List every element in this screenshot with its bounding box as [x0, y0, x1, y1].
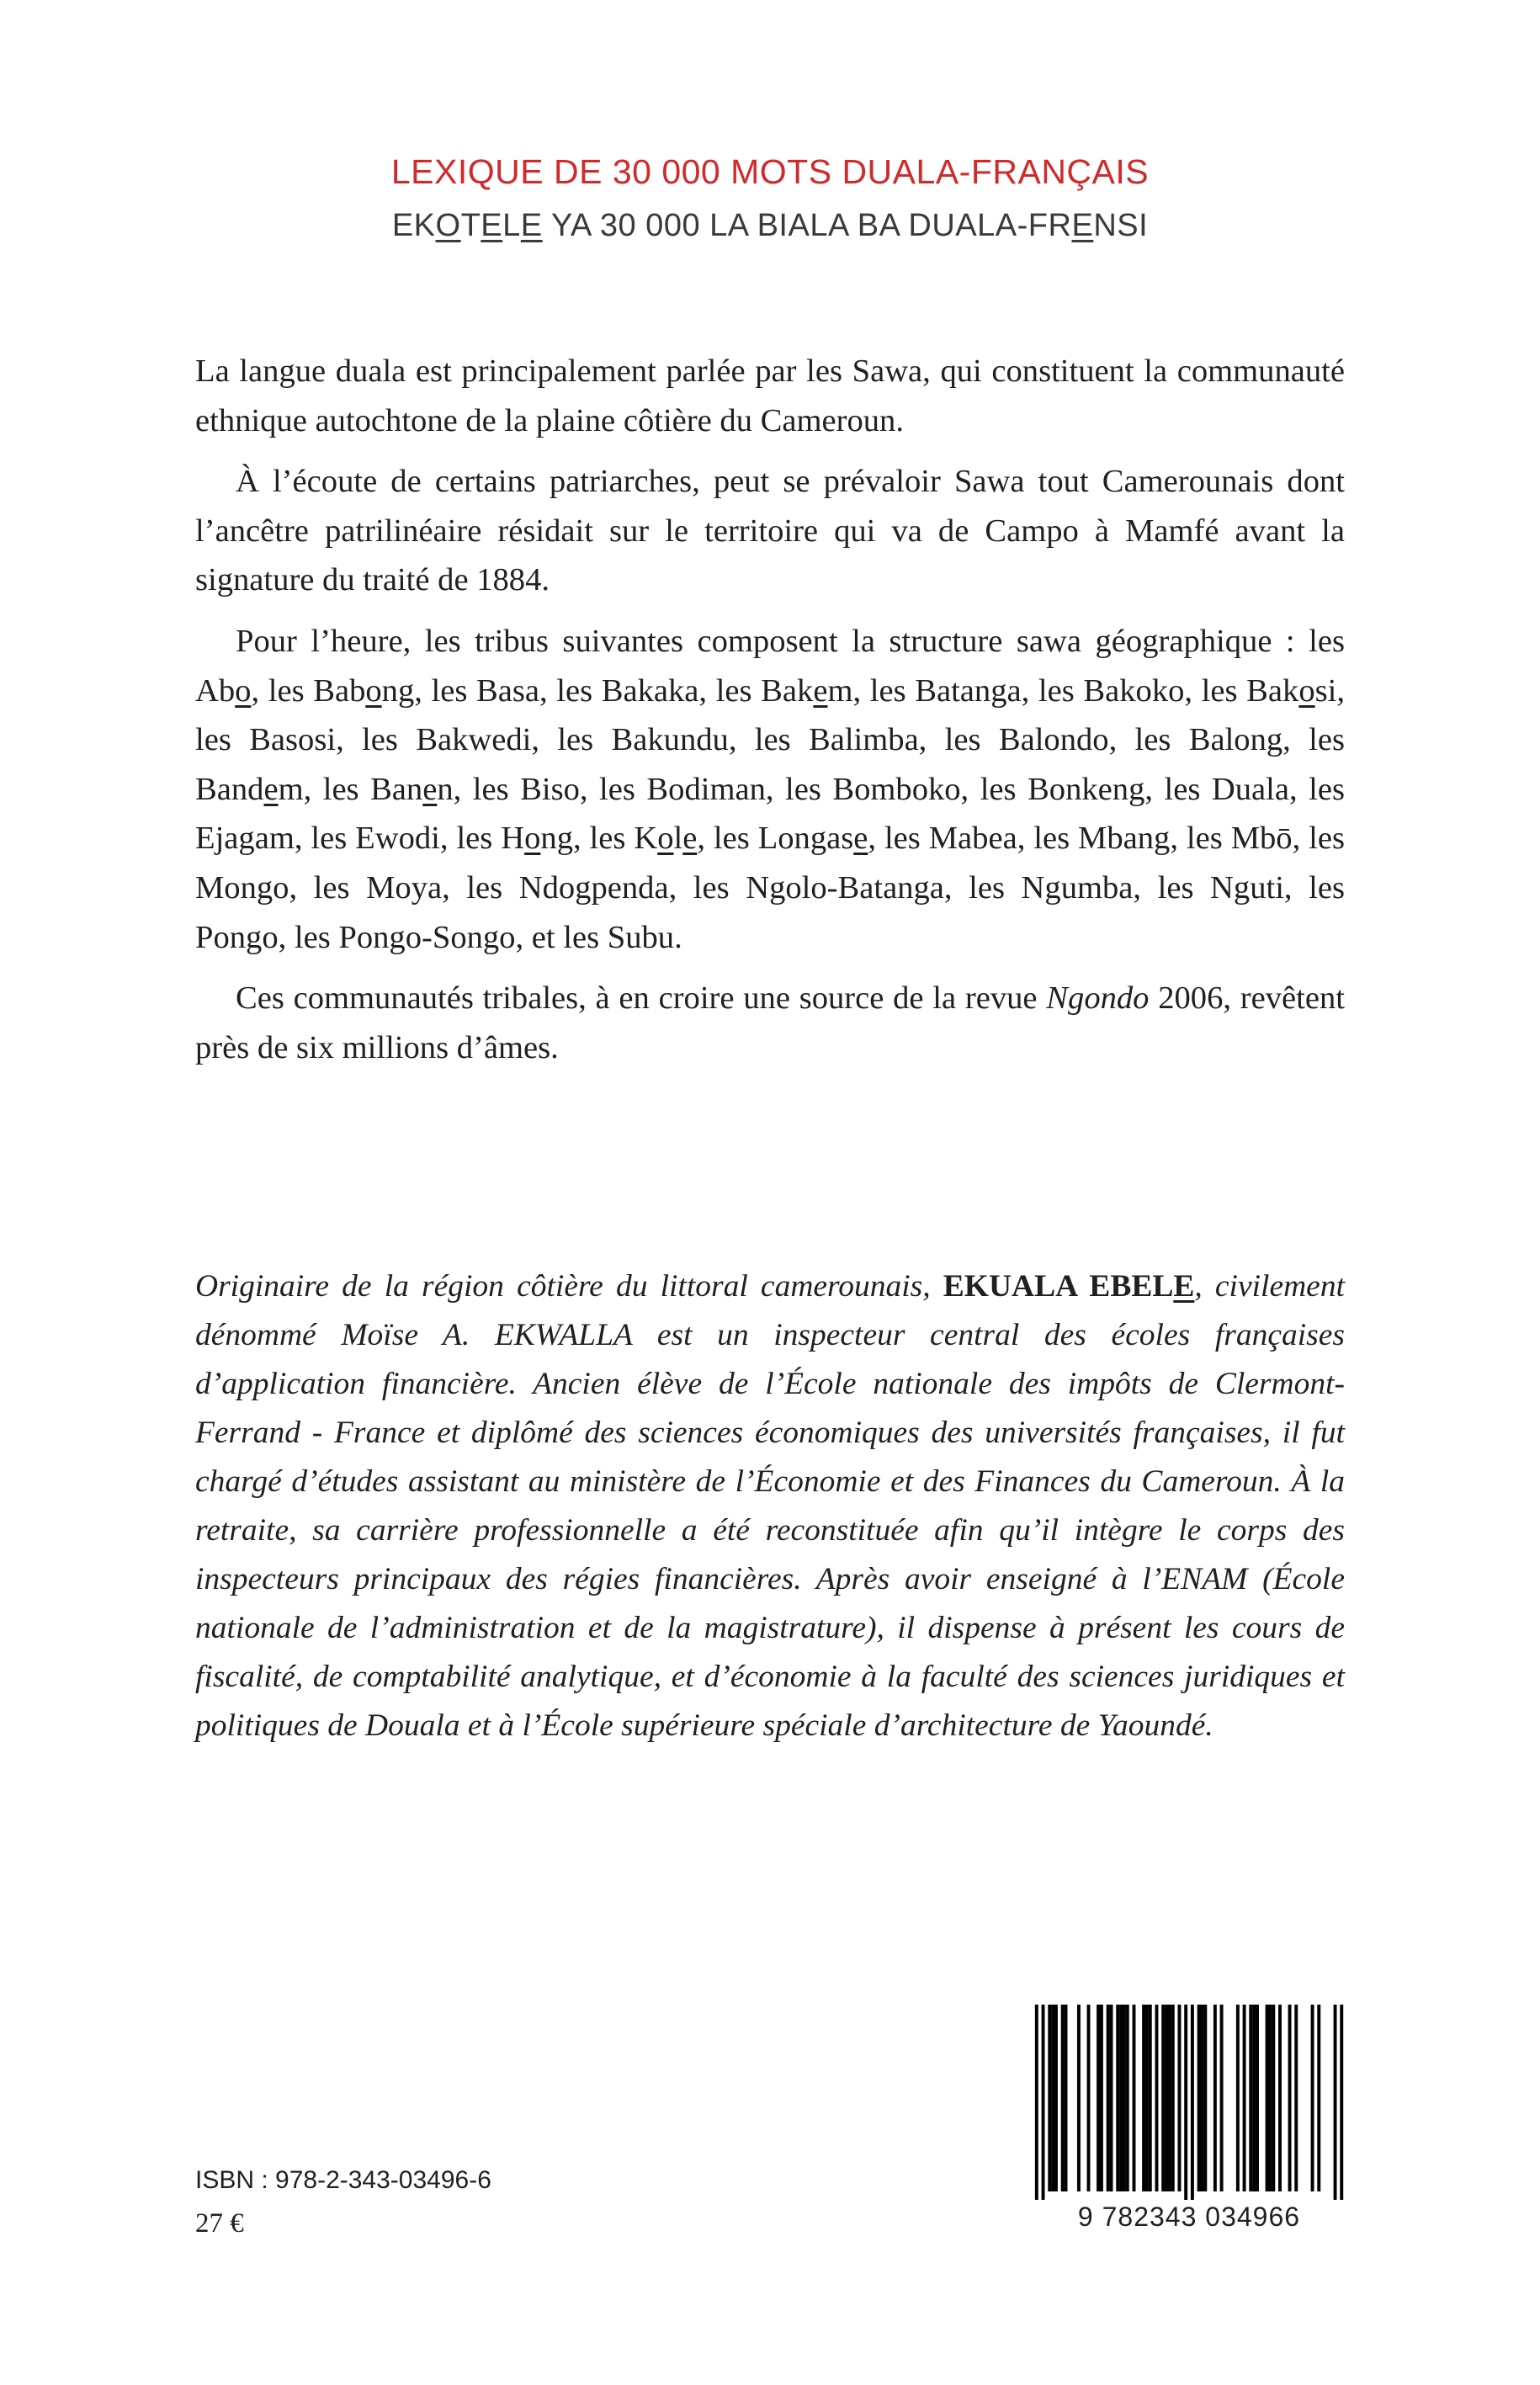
barcode-bar [1035, 2005, 1038, 2200]
text-run: , les Longas [697, 821, 854, 857]
barcode-bar [1145, 2005, 1149, 2191]
isbn-line: ISBN : 978-2-343-03496-6 [195, 2166, 491, 2194]
author-name [943, 1269, 1195, 1304]
text-run: ng, les K [540, 821, 658, 857]
barcode-bar [1334, 2005, 1337, 2200]
barcode-bar [1268, 2005, 1272, 2191]
price-label: 27 € [195, 2208, 244, 2239]
book-description [195, 347, 1345, 1084]
barcode-bars [1032, 2005, 1346, 2200]
text-run: , les Mabea, les Mbang, les Mbō, les Mongo, les Moya, les Ndogpenda, les Ngolo-Batanga, les Ngumba, les Nguti, les Pongo, les Pongo-Songo, et les Subu. [195, 821, 1345, 955]
text-run: m, les Batanga, les Bakoko, les Bak [827, 672, 1299, 709]
barcode-bar [1107, 2005, 1110, 2191]
barcode-bar [1278, 2005, 1282, 2191]
barcode-bar [1123, 2005, 1126, 2191]
underlined-letter: e [263, 771, 279, 807]
subtitle-part: NSI [1093, 208, 1149, 243]
description-paragraph-2: À l’écoute de certains patriarches, peut se prévaloir Sawa tout Camerounais dont l’ancêtre patrilinéaire résidait sur le territoire qui va de Campo à Mamfé avant la signature du traité de 1884. [195, 464, 1345, 598]
barcode-bar [1340, 2005, 1343, 2200]
text-run: Ces communautés tribales, à en croire une source de la revue [236, 980, 1047, 1017]
subtitle-part-underlined: E [1071, 208, 1094, 243]
barcode-bar [1256, 2005, 1259, 2191]
barcode-bar [1149, 2005, 1152, 2191]
barcode-bar [1243, 2005, 1246, 2191]
barcode-bar [1065, 2005, 1068, 2191]
book-title: LEXIQUE DE 30 000 MOTS DUALA-FRANÇAIS [390, 152, 1150, 191]
text-run: 2006, revêtent près de six millions d’âmes. [195, 980, 1345, 1065]
barcode-bar [1126, 2005, 1129, 2191]
underlined-letter: e [853, 821, 868, 857]
author-name-underlined: E [1173, 1269, 1195, 1304]
barcode-bar [1097, 2005, 1100, 2191]
subtitle-part-underlined: E [520, 208, 543, 243]
barcode-bar [1048, 2005, 1051, 2191]
author-name-part: EKUALA EBEL [943, 1269, 1174, 1304]
barcode-bar [1087, 2005, 1091, 2191]
description-paragraph-4 [195, 974, 1345, 1072]
author-bio [195, 1262, 1345, 1750]
underlined-letter: e [422, 771, 438, 807]
barcode-bar [1042, 2005, 1045, 2200]
barcode-bar [1311, 2005, 1314, 2191]
underlined-letter: o [365, 672, 382, 709]
subtitle-part: YA 30 000 LA BIALA BA DUALA-FR [542, 208, 1072, 243]
text-run: l [673, 821, 683, 857]
barcode-bar [1213, 2005, 1217, 2191]
barcode-bar [1168, 2005, 1171, 2191]
barcode-bar [1054, 2005, 1058, 2191]
barcode-bar [1294, 2005, 1298, 2191]
text-run: n, les Biso, les Bodiman, les Bomboko, les Bonkeng, les Duala, les Ejagam, les Ewodi, les H [195, 771, 1345, 857]
barcode-bar [1220, 2005, 1224, 2191]
barcode-bar [1077, 2005, 1081, 2191]
barcode-bar [1051, 2005, 1054, 2191]
barcode-bar [1161, 2005, 1165, 2191]
barcode-bar [1191, 2005, 1194, 2200]
text-run: si, les Basosi, les Bakwedi, les Bakundu, les Balimba, les Balondo, les Balong, les Band [195, 672, 1345, 807]
underlined-letter: o [657, 821, 674, 857]
barcode-bar [1197, 2005, 1201, 2191]
journal-name: Ngondo [1046, 980, 1150, 1017]
barcode-bar [1178, 2005, 1182, 2191]
barcode-bar [1200, 2005, 1203, 2191]
text-run: Pour l’heure, les tribus suivantes composent la structure sawa géographique : les Ab [195, 623, 1345, 709]
text-run: m, les Ban [278, 771, 423, 807]
barcode-bar [1317, 2005, 1320, 2191]
title-block [0, 150, 1540, 247]
subtitle-part: T [460, 208, 481, 243]
barcode-bar [1249, 2005, 1252, 2191]
barcode-bar [1116, 2005, 1119, 2191]
subtitle-part: EK [391, 208, 436, 243]
barcode-bar [1110, 2005, 1113, 2191]
underlined-letter: e [813, 672, 828, 709]
text-run: , les Bab [251, 672, 366, 709]
description-paragraph-3 [195, 617, 1345, 962]
barcode [1032, 2005, 1346, 2242]
barcode-bar [1171, 2005, 1175, 2191]
barcode-bar [1272, 2005, 1275, 2191]
barcode-bar [1100, 2005, 1103, 2191]
underlined-letter: o [235, 672, 252, 709]
barcode-bar [1119, 2005, 1123, 2191]
text-run: ng, les Basa, les Bakaka, les Bak [381, 672, 814, 709]
description-paragraph-1: La langue duala est principalement parlée par les Sawa, qui constituent la communauté ethnique autochtone de la plaine côtière du Cameroun. [195, 353, 1345, 438]
bio-text: , civilement dénommé Moïse A. EKWALLA est un inspecteur central des écoles françaises d’application financière. Ancien élève de l’École nationale des impôts de Clermont-Ferrand - France et diplômé des sciences économiques des universités françaises, il fut chargé d’études assistant au ministère de l’Économie et des Finances du Cameroun. À la retraite, sa carrière professionnelle a été reconstituée afin qu’il intègre le corps des inspecteurs principaux des régies financières. Après avoir enseigné à l’ENAM (École nationale de l’administration et de la magistrature), il dispense à présent les cours de fiscalité, de comptabilité analytique, et d’économie à la faculté des sciences juridiques et politiques de Douala et à l’École supérieure spéciale d’architecture de Yaoundé. [195, 1269, 1345, 1743]
barcode-bar [1236, 2005, 1240, 2191]
barcode-bar [1155, 2005, 1159, 2191]
barcode-bar [1252, 2005, 1256, 2191]
underlined-letter: o [524, 821, 541, 857]
barcode-digits: 9 782343 034966 [1077, 2202, 1301, 2232]
barcode-bar [1288, 2005, 1292, 2191]
barcode-bar [1165, 2005, 1168, 2191]
book-subtitle [0, 204, 1540, 247]
subtitle-part: L [502, 208, 521, 243]
barcode-bar [1133, 2005, 1136, 2191]
subtitle-part-underlined: E [481, 208, 503, 243]
barcode-bar [1266, 2005, 1269, 2191]
bio-text: Originaire de la région côtière du littoral camerounais, [195, 1269, 943, 1304]
subtitle-part-underlined: O [435, 208, 461, 243]
underlined-letter: o [1298, 672, 1315, 709]
barcode-bar [1142, 2005, 1145, 2191]
underlined-letter: e [682, 821, 698, 857]
barcode-bar [1203, 2005, 1207, 2191]
barcode-bar [1184, 2005, 1187, 2200]
barcode-bar [1061, 2005, 1065, 2191]
